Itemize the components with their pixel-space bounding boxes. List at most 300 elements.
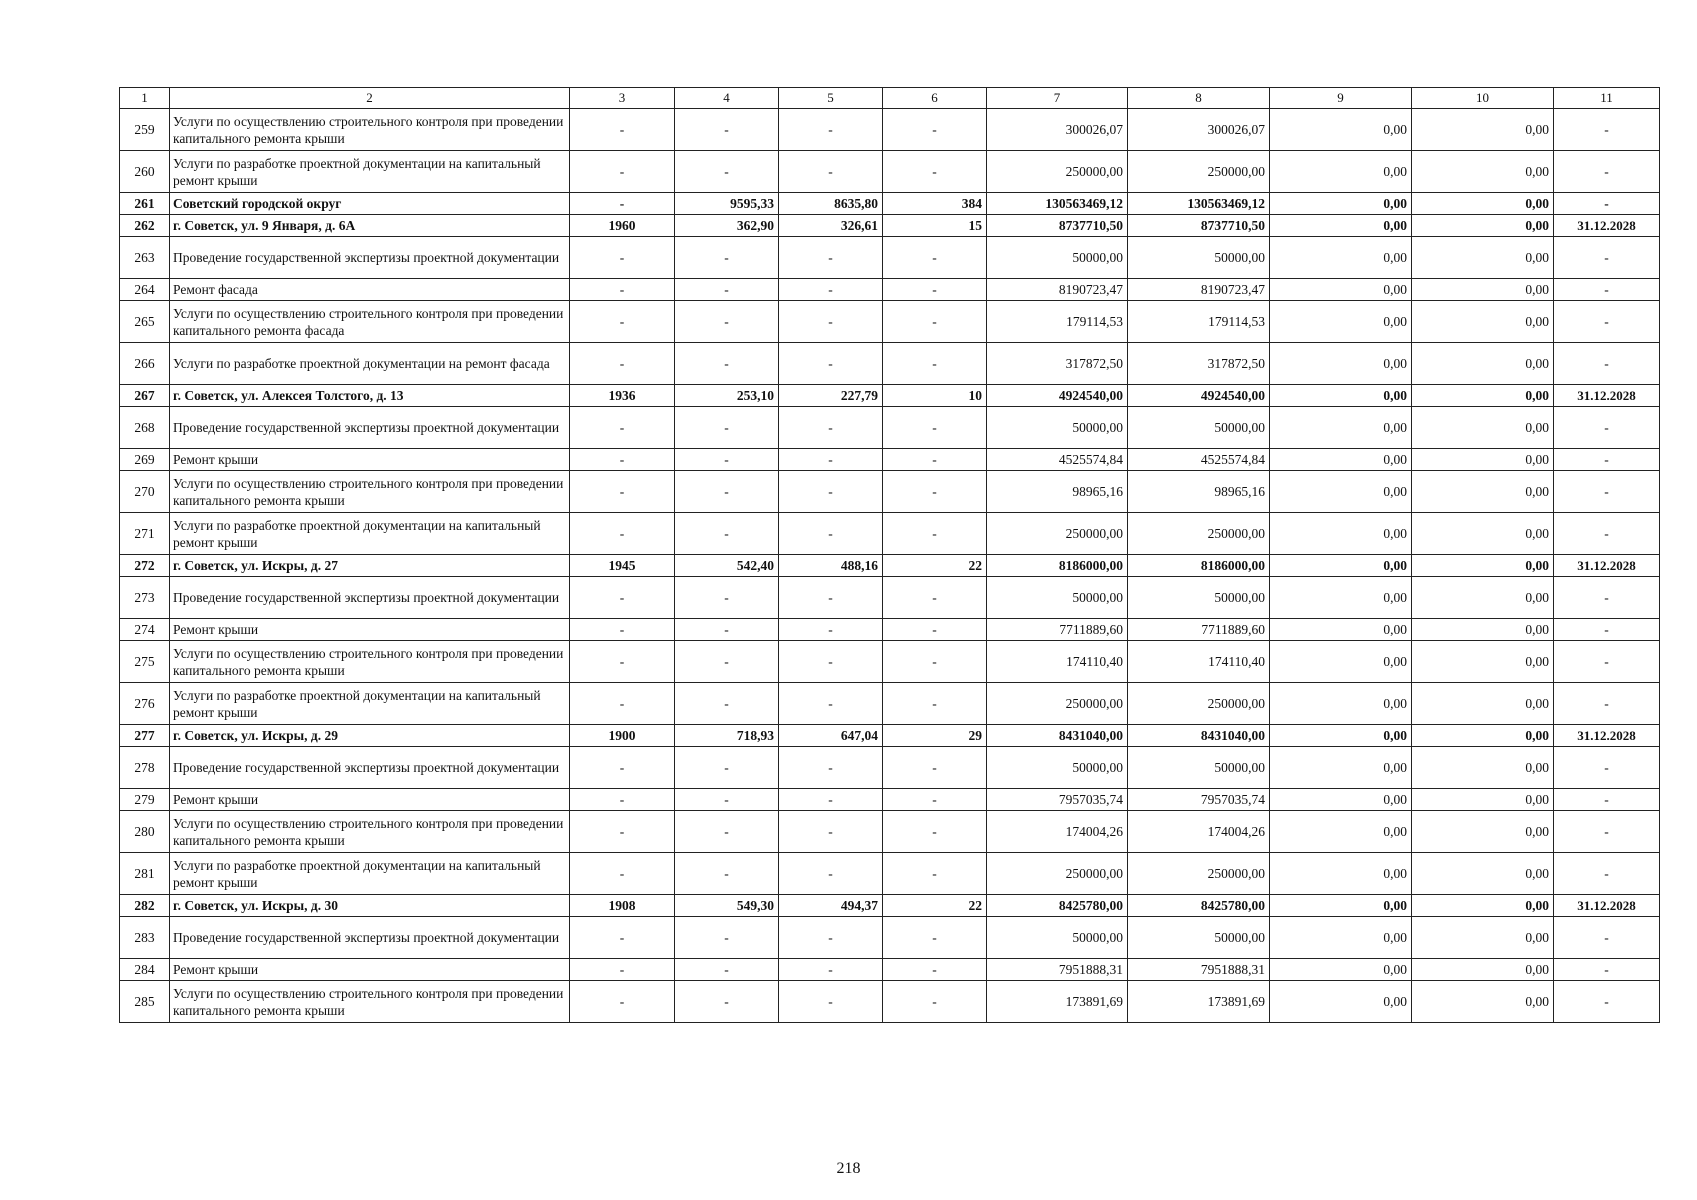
cost-budget-cell: 0,00 (1270, 385, 1412, 407)
cost-total-cell: 50000,00 (987, 237, 1128, 279)
cost-total-cell: 173891,69 (987, 981, 1128, 1023)
cost-owners-cell: 0,00 (1412, 407, 1554, 449)
residents-cell: - (883, 449, 987, 471)
cost-total-cell: 50000,00 (987, 747, 1128, 789)
row-name: г. Советск, ул. Искры, д. 30 (170, 895, 570, 917)
area-total-cell: - (675, 513, 779, 555)
table-row (120, 747, 1660, 789)
row-number: 263 (120, 237, 170, 279)
cost-total-cell: 174004,26 (987, 811, 1128, 853)
residents-cell: 29 (883, 725, 987, 747)
cost-owners-cell: 0,00 (1412, 385, 1554, 407)
row-name: г. Советск, ул. Алексея Толстого, д. 13 (170, 385, 570, 407)
area-living-cell: - (779, 959, 883, 981)
cost-budget-cell: 0,00 (1270, 471, 1412, 513)
year-cell: - (570, 981, 675, 1023)
area-total-cell: - (675, 237, 779, 279)
area-living-cell: - (779, 853, 883, 895)
row-number: 265 (120, 301, 170, 343)
row-number: 275 (120, 641, 170, 683)
cost-budget-cell: 0,00 (1270, 109, 1412, 151)
cost-fund-cell: 50000,00 (1128, 237, 1270, 279)
cost-total-cell: 179114,53 (987, 301, 1128, 343)
cost-total-cell: 7957035,74 (987, 789, 1128, 811)
cost-fund-cell: 173891,69 (1128, 981, 1270, 1023)
row-number: 264 (120, 279, 170, 301)
table-row (120, 683, 1660, 725)
row-number: 260 (120, 151, 170, 193)
deadline-cell: 31.12.2028 (1554, 725, 1660, 747)
deadline-cell: - (1554, 513, 1660, 555)
row-number: 261 (120, 193, 170, 215)
deadline-cell: - (1554, 747, 1660, 789)
cost-owners-cell: 0,00 (1412, 747, 1554, 789)
cost-owners-cell: 0,00 (1412, 215, 1554, 237)
residents-cell: - (883, 853, 987, 895)
cost-total-cell: 7711889,60 (987, 619, 1128, 641)
header-cell: 1 (120, 88, 170, 109)
table-row (120, 959, 1660, 981)
residents-cell: - (883, 917, 987, 959)
area-total-cell: - (675, 641, 779, 683)
residents-cell: - (883, 343, 987, 385)
cost-owners-cell: 0,00 (1412, 555, 1554, 577)
area-living-cell: - (779, 747, 883, 789)
area-total-cell: - (675, 343, 779, 385)
area-total-cell: - (675, 959, 779, 981)
row-name: Проведение государственной экспертизы проектной документации (170, 407, 570, 449)
cost-total-cell: 4525574,84 (987, 449, 1128, 471)
cost-owners-cell: 0,00 (1412, 641, 1554, 683)
cost-fund-cell: 50000,00 (1128, 407, 1270, 449)
residents-cell: - (883, 513, 987, 555)
deadline-cell: - (1554, 343, 1660, 385)
area-total-cell: 718,93 (675, 725, 779, 747)
row-name: Проведение государственной экспертизы проектной документации (170, 577, 570, 619)
area-total-cell: - (675, 981, 779, 1023)
cost-fund-cell: 50000,00 (1128, 747, 1270, 789)
row-number: 274 (120, 619, 170, 641)
cost-owners-cell: 0,00 (1412, 683, 1554, 725)
cost-fund-cell: 8431040,00 (1128, 725, 1270, 747)
area-living-cell: - (779, 109, 883, 151)
year-cell: 1945 (570, 555, 675, 577)
area-total-cell: - (675, 789, 779, 811)
cost-budget-cell: 0,00 (1270, 151, 1412, 193)
row-number: 262 (120, 215, 170, 237)
table-row (120, 619, 1660, 641)
cost-owners-cell: 0,00 (1412, 301, 1554, 343)
cost-owners-cell: 0,00 (1412, 193, 1554, 215)
row-name: Услуги по осуществлению строительного контроля при проведении капитального ремонта крыши (170, 109, 570, 151)
deadline-cell: 31.12.2028 (1554, 385, 1660, 407)
residents-cell: - (883, 471, 987, 513)
cost-fund-cell: 300026,07 (1128, 109, 1270, 151)
deadline-cell: - (1554, 279, 1660, 301)
deadline-cell: - (1554, 641, 1660, 683)
header-cell: 4 (675, 88, 779, 109)
area-total-cell: - (675, 151, 779, 193)
table-row (120, 343, 1660, 385)
residents-cell: - (883, 683, 987, 725)
cost-budget-cell: 0,00 (1270, 811, 1412, 853)
area-total-cell: - (675, 301, 779, 343)
cost-budget-cell: 0,00 (1270, 683, 1412, 725)
row-name: г. Советск, ул. Искры, д. 27 (170, 555, 570, 577)
residents-cell: 22 (883, 555, 987, 577)
row-name: Услуги по разработке проектной документации на капитальный ремонт крыши (170, 853, 570, 895)
header-cell: 2 (170, 88, 570, 109)
table-body (120, 88, 1660, 1023)
residents-cell: 15 (883, 215, 987, 237)
residents-cell: - (883, 959, 987, 981)
residents-cell: - (883, 151, 987, 193)
row-name: Ремонт крыши (170, 619, 570, 641)
area-living-cell: - (779, 513, 883, 555)
row-number: 277 (120, 725, 170, 747)
cost-total-cell: 130563469,12 (987, 193, 1128, 215)
cost-budget-cell: 0,00 (1270, 577, 1412, 619)
area-living-cell: - (779, 619, 883, 641)
cost-fund-cell: 174110,40 (1128, 641, 1270, 683)
year-cell: - (570, 959, 675, 981)
cost-fund-cell: 250000,00 (1128, 513, 1270, 555)
year-cell: - (570, 407, 675, 449)
cost-budget-cell: 0,00 (1270, 747, 1412, 789)
cost-fund-cell: 8190723,47 (1128, 279, 1270, 301)
year-cell: - (570, 577, 675, 619)
row-name: Проведение государственной экспертизы проектной документации (170, 237, 570, 279)
deadline-cell: - (1554, 811, 1660, 853)
deadline-cell: 31.12.2028 (1554, 555, 1660, 577)
area-living-cell: - (779, 151, 883, 193)
residents-cell: - (883, 279, 987, 301)
row-name: Ремонт крыши (170, 959, 570, 981)
cost-total-cell: 8425780,00 (987, 895, 1128, 917)
residents-cell: - (883, 747, 987, 789)
table-row (120, 981, 1660, 1023)
table-row (120, 151, 1660, 193)
cost-fund-cell: 4525574,84 (1128, 449, 1270, 471)
row-name: Услуги по осуществлению строительного контроля при проведении капитального ремонта крыши (170, 981, 570, 1023)
cost-fund-cell: 317872,50 (1128, 343, 1270, 385)
cost-budget-cell: 0,00 (1270, 981, 1412, 1023)
row-name: Услуги по осуществлению строительного контроля при проведении капитального ремонта крыши (170, 811, 570, 853)
table-row (120, 917, 1660, 959)
area-total-cell: - (675, 279, 779, 301)
cost-budget-cell: 0,00 (1270, 237, 1412, 279)
area-living-cell: - (779, 641, 883, 683)
area-living-cell: - (779, 449, 883, 471)
year-cell: - (570, 449, 675, 471)
area-living-cell: - (779, 279, 883, 301)
cost-total-cell: 250000,00 (987, 513, 1128, 555)
residents-cell: - (883, 577, 987, 619)
residents-cell: - (883, 811, 987, 853)
header-cell: 8 (1128, 88, 1270, 109)
cost-budget-cell: 0,00 (1270, 917, 1412, 959)
cost-budget-cell: 0,00 (1270, 279, 1412, 301)
cost-budget-cell: 0,00 (1270, 513, 1412, 555)
year-cell: - (570, 747, 675, 789)
row-name: Услуги по разработке проектной документации на капитальный ремонт крыши (170, 151, 570, 193)
cost-budget-cell: 0,00 (1270, 449, 1412, 471)
year-cell: 1908 (570, 895, 675, 917)
deadline-cell: - (1554, 109, 1660, 151)
row-name: Проведение государственной экспертизы проектной документации (170, 917, 570, 959)
cost-total-cell: 250000,00 (987, 683, 1128, 725)
cost-budget-cell: 0,00 (1270, 619, 1412, 641)
row-name: Услуги по осуществлению строительного контроля при проведении капитального ремонта крыши (170, 471, 570, 513)
cost-fund-cell: 174004,26 (1128, 811, 1270, 853)
residents-cell: - (883, 301, 987, 343)
cost-budget-cell: 0,00 (1270, 193, 1412, 215)
row-name: Советский городской округ (170, 193, 570, 215)
header-cell: 6 (883, 88, 987, 109)
deadline-cell: 31.12.2028 (1554, 895, 1660, 917)
header-cell: 7 (987, 88, 1128, 109)
row-number: 267 (120, 385, 170, 407)
cost-budget-cell: 0,00 (1270, 215, 1412, 237)
row-number: 282 (120, 895, 170, 917)
area-total-cell: 9595,33 (675, 193, 779, 215)
residents-cell: 384 (883, 193, 987, 215)
deadline-cell: - (1554, 683, 1660, 725)
cost-owners-cell: 0,00 (1412, 725, 1554, 747)
table-row (120, 641, 1660, 683)
row-name: Ремонт фасада (170, 279, 570, 301)
year-cell: - (570, 237, 675, 279)
residents-cell: - (883, 619, 987, 641)
residents-cell: 10 (883, 385, 987, 407)
cost-owners-cell: 0,00 (1412, 109, 1554, 151)
row-number: 281 (120, 853, 170, 895)
area-total-cell: - (675, 811, 779, 853)
deadline-cell: - (1554, 237, 1660, 279)
residents-cell: - (883, 981, 987, 1023)
table-row (120, 789, 1660, 811)
header-cell: 11 (1554, 88, 1660, 109)
cost-owners-cell: 0,00 (1412, 151, 1554, 193)
cost-owners-cell: 0,00 (1412, 619, 1554, 641)
cost-fund-cell: 7957035,74 (1128, 789, 1270, 811)
cost-total-cell: 8186000,00 (987, 555, 1128, 577)
area-living-cell: - (779, 343, 883, 385)
year-cell: - (570, 279, 675, 301)
area-living-cell: 488,16 (779, 555, 883, 577)
cost-fund-cell: 50000,00 (1128, 917, 1270, 959)
area-total-cell: - (675, 449, 779, 471)
area-total-cell: 362,90 (675, 215, 779, 237)
row-number: 284 (120, 959, 170, 981)
row-number: 278 (120, 747, 170, 789)
cost-budget-cell: 0,00 (1270, 789, 1412, 811)
year-cell: - (570, 151, 675, 193)
deadline-cell: - (1554, 981, 1660, 1023)
table-row (120, 853, 1660, 895)
cost-fund-cell: 8737710,50 (1128, 215, 1270, 237)
year-cell: - (570, 343, 675, 385)
row-name: Услуги по осуществлению строительного контроля при проведении капитального ремонта фасада (170, 301, 570, 343)
table-row (120, 215, 1660, 237)
cost-fund-cell: 8186000,00 (1128, 555, 1270, 577)
table-row (120, 449, 1660, 471)
year-cell: - (570, 619, 675, 641)
cost-owners-cell: 0,00 (1412, 959, 1554, 981)
table-row (120, 513, 1660, 555)
cost-total-cell: 8737710,50 (987, 215, 1128, 237)
area-living-cell: 326,61 (779, 215, 883, 237)
area-living-cell: - (779, 237, 883, 279)
cost-budget-cell: 0,00 (1270, 641, 1412, 683)
table-row (120, 811, 1660, 853)
deadline-cell: - (1554, 853, 1660, 895)
cost-budget-cell: 0,00 (1270, 853, 1412, 895)
table-row (120, 301, 1660, 343)
cost-total-cell: 98965,16 (987, 471, 1128, 513)
area-living-cell: - (779, 789, 883, 811)
year-cell: - (570, 513, 675, 555)
year-cell: - (570, 917, 675, 959)
cost-fund-cell: 250000,00 (1128, 151, 1270, 193)
cost-total-cell: 50000,00 (987, 917, 1128, 959)
row-number: 283 (120, 917, 170, 959)
row-name: Услуги по разработке проектной документации на ремонт фасада (170, 343, 570, 385)
row-name: Услуги по разработке проектной документации на капитальный ремонт крыши (170, 513, 570, 555)
row-number: 259 (120, 109, 170, 151)
cost-fund-cell: 7951888,31 (1128, 959, 1270, 981)
cost-owners-cell: 0,00 (1412, 917, 1554, 959)
cost-owners-cell: 0,00 (1412, 343, 1554, 385)
row-number: 269 (120, 449, 170, 471)
area-living-cell: - (779, 577, 883, 619)
table-row (120, 407, 1660, 449)
row-number: 270 (120, 471, 170, 513)
cost-fund-cell: 179114,53 (1128, 301, 1270, 343)
row-number: 285 (120, 981, 170, 1023)
area-living-cell: - (779, 407, 883, 449)
row-number: 279 (120, 789, 170, 811)
year-cell: - (570, 109, 675, 151)
area-living-cell: - (779, 471, 883, 513)
row-name: Проведение государственной экспертизы проектной документации (170, 747, 570, 789)
area-total-cell: - (675, 407, 779, 449)
deadline-cell: 31.12.2028 (1554, 215, 1660, 237)
area-total-cell: 542,40 (675, 555, 779, 577)
cost-total-cell: 50000,00 (987, 407, 1128, 449)
row-number: 276 (120, 683, 170, 725)
cost-owners-cell: 0,00 (1412, 471, 1554, 513)
deadline-cell: - (1554, 449, 1660, 471)
header-cell: 9 (1270, 88, 1412, 109)
row-name: Услуги по разработке проектной документации на капитальный ремонт крыши (170, 683, 570, 725)
row-name: Ремонт крыши (170, 789, 570, 811)
year-cell: - (570, 193, 675, 215)
deadline-cell: - (1554, 917, 1660, 959)
year-cell: - (570, 301, 675, 343)
area-total-cell: - (675, 683, 779, 725)
table-row (120, 725, 1660, 747)
area-total-cell: - (675, 619, 779, 641)
cost-fund-cell: 4924540,00 (1128, 385, 1270, 407)
area-total-cell: - (675, 109, 779, 151)
area-total-cell: - (675, 747, 779, 789)
cost-owners-cell: 0,00 (1412, 577, 1554, 619)
cost-owners-cell: 0,00 (1412, 789, 1554, 811)
deadline-cell: - (1554, 619, 1660, 641)
area-total-cell: 253,10 (675, 385, 779, 407)
row-number: 273 (120, 577, 170, 619)
cost-total-cell: 8190723,47 (987, 279, 1128, 301)
area-total-cell: - (675, 853, 779, 895)
row-number: 266 (120, 343, 170, 385)
cost-fund-cell: 250000,00 (1128, 853, 1270, 895)
cost-budget-cell: 0,00 (1270, 895, 1412, 917)
area-living-cell: - (779, 917, 883, 959)
cost-total-cell: 300026,07 (987, 109, 1128, 151)
residents-cell: - (883, 237, 987, 279)
cost-total-cell: 250000,00 (987, 853, 1128, 895)
cost-owners-cell: 0,00 (1412, 279, 1554, 301)
area-total-cell: 549,30 (675, 895, 779, 917)
row-name: Услуги по осуществлению строительного контроля при проведении капитального ремонта крыши (170, 641, 570, 683)
table-row (120, 385, 1660, 407)
area-total-cell: - (675, 917, 779, 959)
cost-budget-cell: 0,00 (1270, 725, 1412, 747)
table-row (120, 555, 1660, 577)
deadline-cell: - (1554, 301, 1660, 343)
header-cell: 10 (1412, 88, 1554, 109)
cost-fund-cell: 8425780,00 (1128, 895, 1270, 917)
deadline-cell: - (1554, 577, 1660, 619)
deadline-cell: - (1554, 151, 1660, 193)
cost-budget-cell: 0,00 (1270, 343, 1412, 385)
area-living-cell: 8635,80 (779, 193, 883, 215)
cost-total-cell: 7951888,31 (987, 959, 1128, 981)
area-living-cell: - (779, 301, 883, 343)
deadline-cell: - (1554, 193, 1660, 215)
cost-total-cell: 250000,00 (987, 151, 1128, 193)
table-row (120, 193, 1660, 215)
cost-total-cell: 317872,50 (987, 343, 1128, 385)
year-cell: 1936 (570, 385, 675, 407)
table-row (120, 577, 1660, 619)
row-name: Ремонт крыши (170, 449, 570, 471)
cost-fund-cell: 7711889,60 (1128, 619, 1270, 641)
cost-owners-cell: 0,00 (1412, 513, 1554, 555)
cost-budget-cell: 0,00 (1270, 555, 1412, 577)
year-cell: - (570, 789, 675, 811)
header-row (120, 88, 1660, 109)
deadline-cell: - (1554, 789, 1660, 811)
deadline-cell: - (1554, 959, 1660, 981)
cost-owners-cell: 0,00 (1412, 811, 1554, 853)
area-living-cell: - (779, 683, 883, 725)
cost-budget-cell: 0,00 (1270, 407, 1412, 449)
cost-owners-cell: 0,00 (1412, 237, 1554, 279)
area-living-cell: - (779, 811, 883, 853)
cost-fund-cell: 98965,16 (1128, 471, 1270, 513)
table-row (120, 895, 1660, 917)
cost-owners-cell: 0,00 (1412, 449, 1554, 471)
year-cell: - (570, 683, 675, 725)
year-cell: - (570, 811, 675, 853)
residents-cell: - (883, 789, 987, 811)
cost-owners-cell: 0,00 (1412, 981, 1554, 1023)
deadline-cell: - (1554, 471, 1660, 513)
residents-cell: - (883, 109, 987, 151)
table-row (120, 237, 1660, 279)
